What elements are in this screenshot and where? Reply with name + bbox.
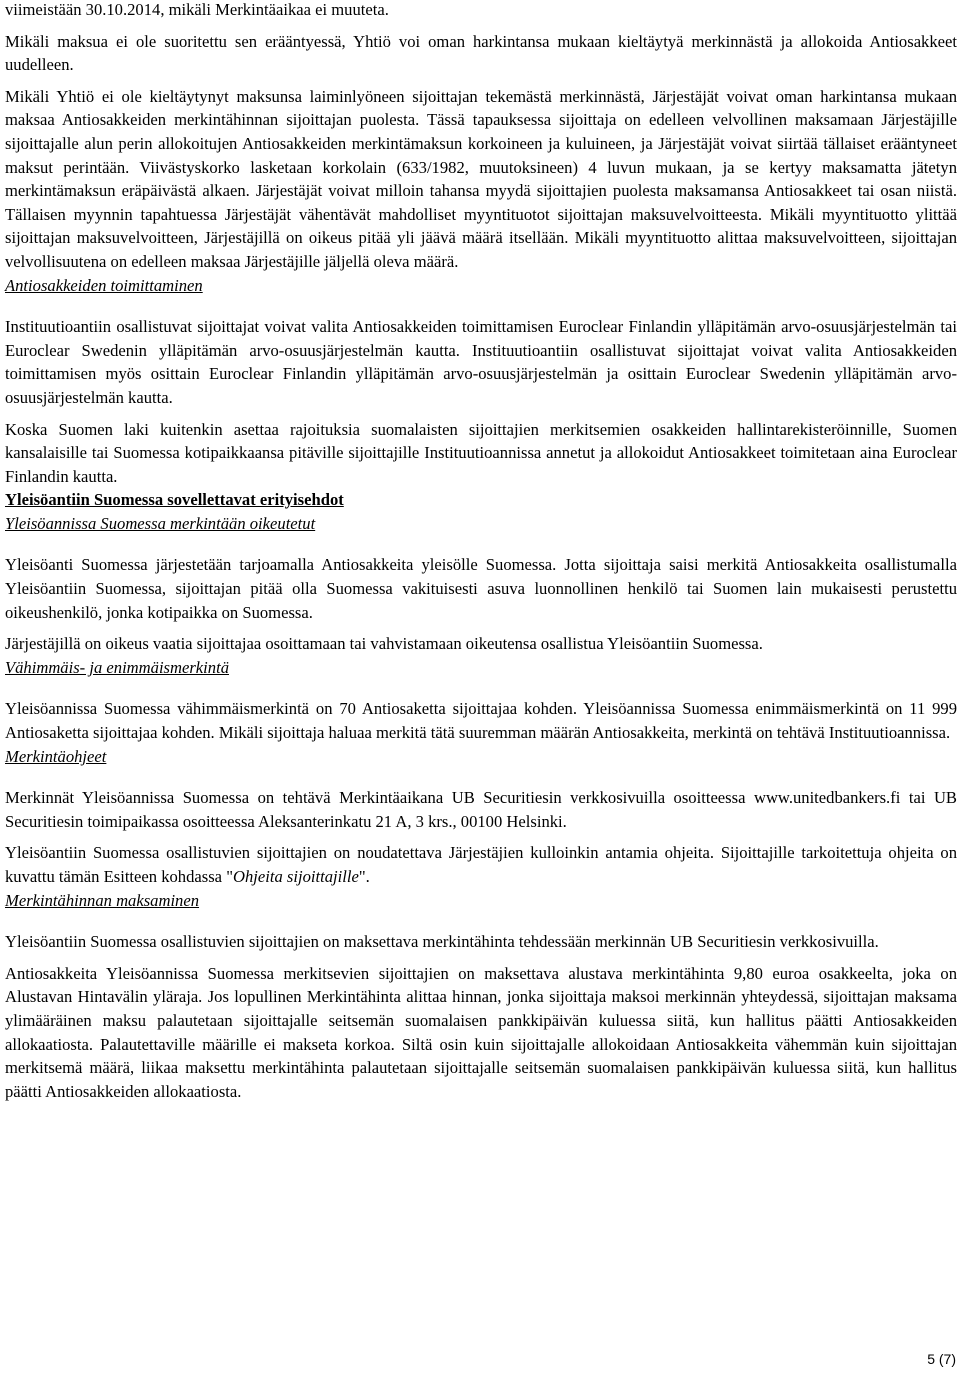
- paragraph-instructions-2: [5, 841, 957, 888]
- document-page: [5, 0, 957, 1103]
- paragraph-eligible-1: Yleisöanti Suomessa järjestetään tarjoamalla Antiosakkeita yleisölle Suomessa. Jotta sijoittaja saisi merkitä Antiosakkeita osallistumalla Yleisöantiin Suomessa, sijoittajan pitää olla Suomessa vakituisesti asuva luonnollinen henkilö tai Suomen lain mukaisesti perustettu oikeushenkilö, jonka kotipaikka on Suomessa.: [5, 555, 957, 622]
- heading-min-max-subscription: Vähimmäis- ja enimmäismerkintä: [5, 657, 229, 677]
- heading-subscription-instructions: Merkintäohjeet: [5, 746, 107, 766]
- heading-eligible-subscribers: Yleisöannissa Suomessa merkintään oikeutetut: [5, 513, 316, 533]
- heading-delivery: Antiosakkeiden toimittaminen: [5, 275, 203, 295]
- paragraph-instructions-1: Merkinnät Yleisöannissa Suomessa on tehtävä Merkintäaikana UB Securitiesin verkkosivuilla osoitteessa www.unitedbankers.fi tai UB Securitiesin toimipaikassa osoitteessa Aleksanterinkatu 21 A, 3 krs., 00100 Helsinki.: [5, 788, 957, 831]
- instructions-text-after: ".: [358, 867, 370, 886]
- page-number: 5 (7): [927, 1351, 956, 1367]
- paragraph-eligible-2: Järjestäjillä on oikeus vaatia sijoittajaa osoittamaan tai vahvistamaan oikeutensa osallistua Yleisöantiin Suomessa.: [5, 634, 763, 654]
- paragraph-payment-deadline: viimeistään 30.10.2014, mikäli Merkintäaikaa ei muuteta.: [5, 0, 389, 19]
- paragraph-payment-1: Yleisöantiin Suomessa osallistuvien sijoittajien on maksettava merkintähinta tehdessään merkinnän UB Securitiesin verkkosivuilla.: [5, 932, 879, 952]
- instructions-text-before: Yleisöantiin Suomessa osallistuvien sijoittajien on noudatettava Järjestäjien kulloinkin antamia ohjeita. Sijoittajille tarkoitettuja ohjeita on kuvattu tämän Esitteen kohdassa ": [5, 843, 957, 886]
- paragraph-delivery-2: Koska Suomen laki kuitenkin asettaa rajoituksia suomalaisten sijoittajien merkitsemien osakkeiden hallintarekisteröinnille, Suomen kansalaisille tai Suomessa kotipaikkaansa pitäville sijoittajille Instituutioannissa annetut ja allokoidut Antiosakkeet toimitetaan aina Euroclear Finlandin kautta.: [5, 419, 957, 486]
- paragraph-payment-2: Antiosakkeita Yleisöannissa Suomessa merkitsevien sijoittajien on maksettava alustava merkintähinta 9,80 euroa osakkeelta, joka on Alustavan Hintavälin yläraja. Jos lopullinen Merkintähinta alittaa hinnan, jonka sijoittaja maksoi merkinnän yhteydessä, sijoittajan maksama ylimääräinen maksu palautetaan sijoittajalle seitsemän suomalaisen pankkipäivän kuluessa siitä, kun hallitus päätti Antiosakkeiden allokaatiosta. Palautettaville määrille ei makseta korkoa. Siltä osin kuin sijoittajalle allokoidaan Antiosakkeita vähemmän kuin sijoittajan merkitsemä määrä, liikaa maksettu merkintähinta palautetaan sijoittajalle seitsemän suomalaisen pankkipäivän kuluessa siitä, kun hallitus päätti Antiosakkeiden allokaatiosta.: [5, 963, 957, 1101]
- paragraph-unpaid-refusal: Mikäli maksua ei ole suoritettu sen erääntyessä, Yhtiö voi oman harkintansa mukaan kieltäytyä merkinnästä ja allokoida Antiosakkeet uudelleen.: [5, 31, 957, 75]
- heading-payment: Merkintähinnan maksaminen: [5, 890, 200, 910]
- heading-public-offering-terms: Yleisöantiin Suomessa sovellettavat erityisehdot: [5, 490, 344, 510]
- paragraph-delivery-1: Instituutioantiin osallistuvat sijoittajat voivat valita Antiosakkeiden toimittamisen Euroclear Finlandin ylläpitämän arvo-osuusjärjestelmän tai Euroclear Swedenin ylläpitämän arvo-osuusjärjestelmän kautta. Instituutioantiin osallistuvat sijoittajat voivat valita Antiosakkeiden toimittamisen myös osittain Euroclear Finlandin ylläpitämän arvo-osuusjärjestelmän ja osittain Euroclear Swedenin ylläpitämän arvo-osuusjärjestelmän kautta.: [5, 317, 957, 407]
- paragraph-payment-on-behalf: Mikäli Yhtiö ei ole kieltäytynyt maksunsa laiminlyöneen sijoittajan tekemästä merkinnästä, Järjestäjät voivat oman harkintansa mukaan maksaa Antiosakkeiden merkintähinnan sijoittajan puolesta. Tässä tapauksessa sijoittaja on edelleen velvollinen maksamaan Järjestäjille sijoittajalle alun perin allokoitujen Antiosakkeiden merkintämaksun korkoineen ja kuluineen, ja Järjestäjät voivat siirtää tällaiset erääntyneet maksut perintään. Viivästyskorko lasketaan korkolain (633/1982, muutoksineen) 4 luvun mukaan, ja se kertyy maksamatta jätetyn merkintämaksun eräpäivästä alkaen. Järjestäjät voivat milloin tahansa myydä sijoittajien puolesta maksamansa Antiosakkeet tai osan niistä. Tällaisen myynnin tapahtuessa Järjestäjät vähentävät mahdolliset myyntituotot sijoittajan maksuvelvoitteesta. Mikäli myyntituotto ylittää sijoittajan maksuvelvoitteen, Järjestäjillä on oikeus pitää yli jäävä määrä itsellään. Mikäli myyntituotto alittaa maksuvelvoitteen, sijoittajan velvollisuutena on edelleen maksaa Järjestäjille jäljellä oleva määrä.: [5, 86, 957, 271]
- paragraph-min-max: Yleisöannissa Suomessa vähimmäismerkintä on 70 Antiosaketta sijoittajaa kohden. Yleisöannissa Suomessa enimmäismerkintä on 11 999 Antiosaketta sijoittajaa kohden. Mikäli sijoittaja haluaa merkitä tätä suuremman määrän Antiosakkeita, merkintä on tehtävä Instituutioannissa.: [5, 699, 957, 743]
- instructions-reference-italic: Ohjeita sijoittajille: [232, 867, 359, 886]
